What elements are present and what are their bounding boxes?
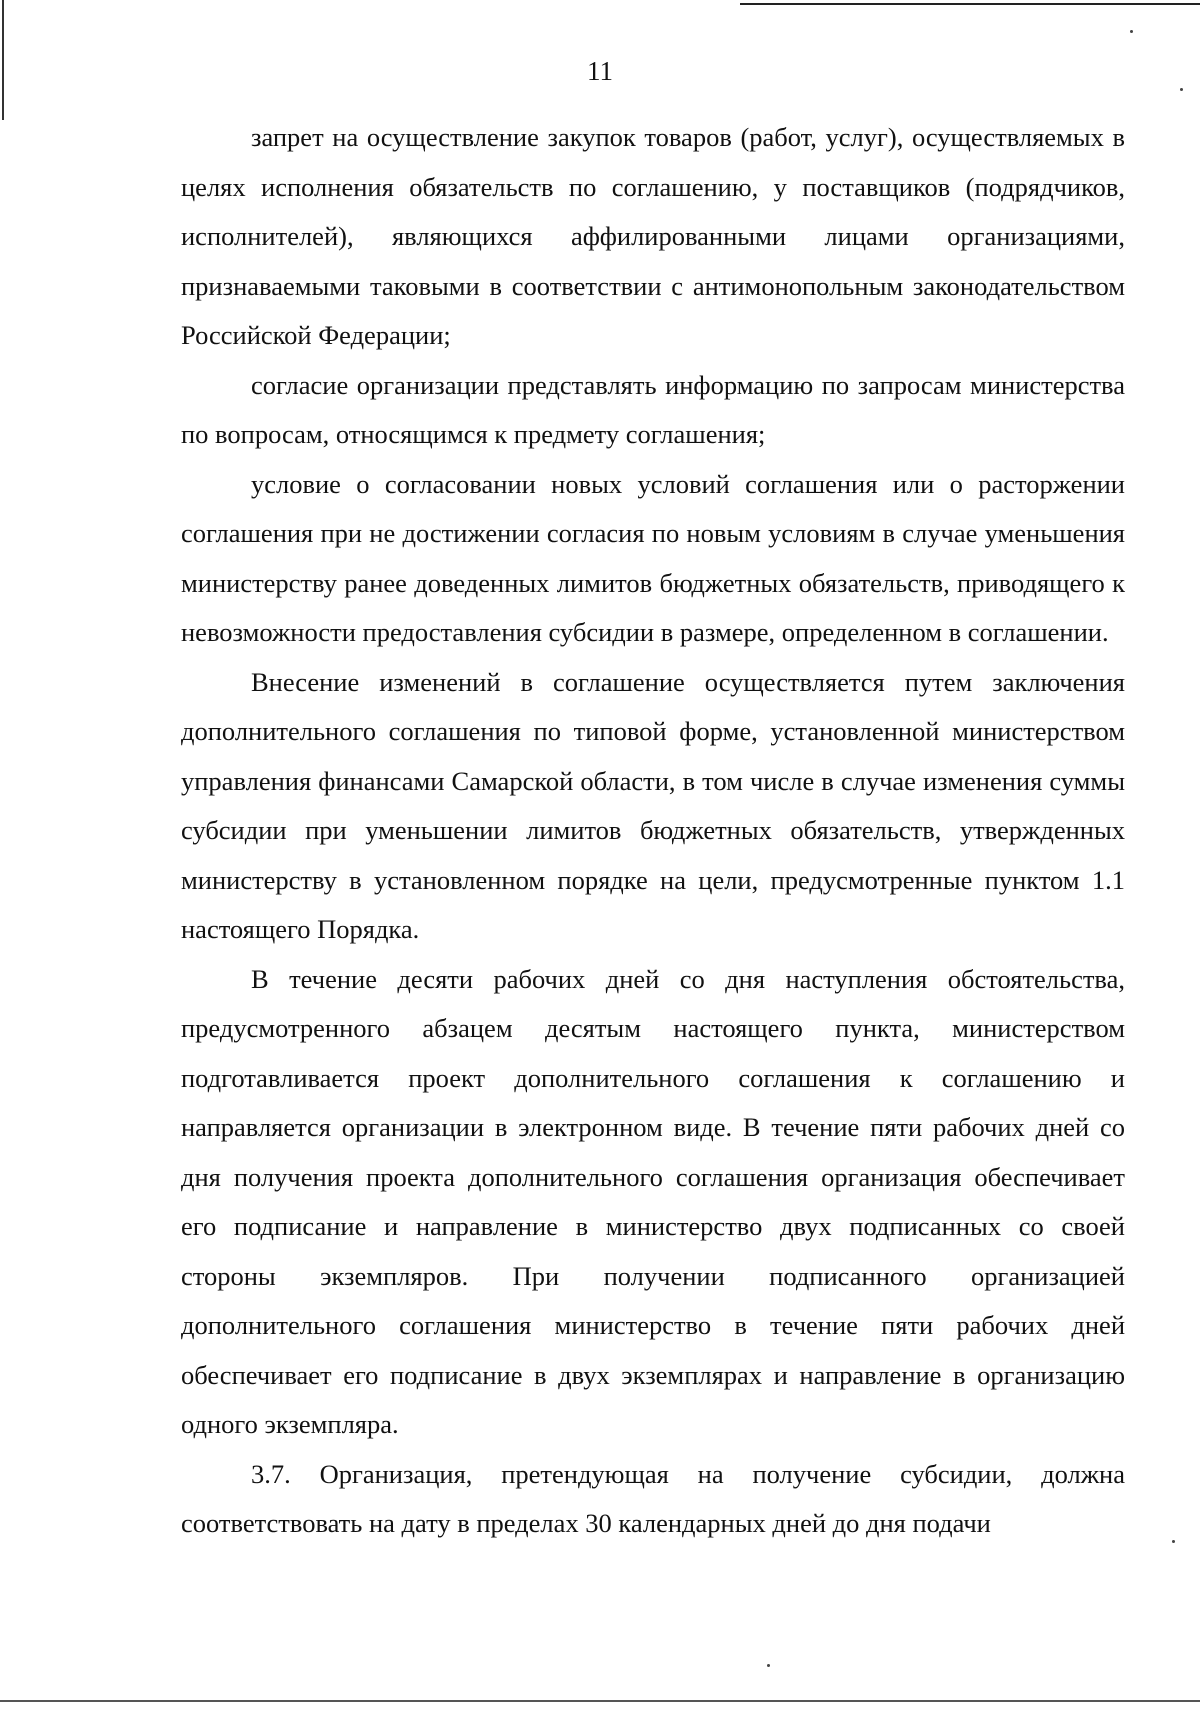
- page-number: 11: [587, 56, 613, 86]
- scan-speck: [1172, 1540, 1175, 1543]
- paragraph-ten-working-days: В течение десяти рабочих дней со дня наступления обстоятельства, предусмотренного абзацем десятым настоящего пункта, министерством подготавливается проект дополнительного соглашения к соглашению и направляется организации в электронном виде. В течение пяти рабочих дней со дня получения проекта дополнительного соглашения организация обеспечивает его подписание и направление в министерство двух подписанных со своей стороны экземпляров. При получении подписанного организацией дополнительного соглашения министерство в течение пяти рабочих дней обеспечивает его подписание в двух экземплярах и направление в организацию одного экземпляра.: [181, 963, 1125, 1439]
- paragraph-3-7: 3.7. Организация, претендующая на получение субсидии, должна соответствовать на дату в пределах 30 календарных дней до дня подачи: [181, 1458, 1125, 1538]
- scan-speck: [1180, 88, 1183, 91]
- paragraph-amendments: Внесение изменений в соглашение осуществляется путем заключения дополнительного соглашения по типовой форме, установленной министерством управления финансами Самарской области, в том числе в случае изменения суммы субсидии при уменьшении лимитов бюджетных обязательств, утвержденных министерству в установленном порядке на цели, предусмотренные пунктом 1.1 настоящего Порядка.: [181, 666, 1125, 944]
- paragraph-new-conditions: условие о согласовании новых условий соглашения или о расторжении соглашения при не достижении согласия по новым условиям в случае уменьшения министерству ранее доведенных лимитов бюджетных обязательств, приводящего к невозможности предоставления субсидии в размере, определенном в соглашении.: [181, 468, 1125, 647]
- paragraph-consent-information: согласие организации представлять информацию по запросам министерства по вопросам, относящимся к предмету соглашения;: [181, 369, 1125, 449]
- scan-speck: [1130, 30, 1133, 33]
- scan-speck: [767, 1664, 770, 1667]
- scan-bottom-rule: [0, 1700, 1200, 1702]
- scan-top-rule: [740, 3, 1200, 5]
- document-body: [181, 113, 1125, 1549]
- paragraph-procurement-ban: запрет на осуществление закупок товаров (работ, услуг), осуществляемых в целях исполнения обязательств по соглашению, у поставщиков (подрядчиков, исполнителей), являющихся аффилированными лицами организациями, признаваемыми таковыми в соответствии с антимонопольным законодательством Российской Федерации;: [181, 122, 1125, 350]
